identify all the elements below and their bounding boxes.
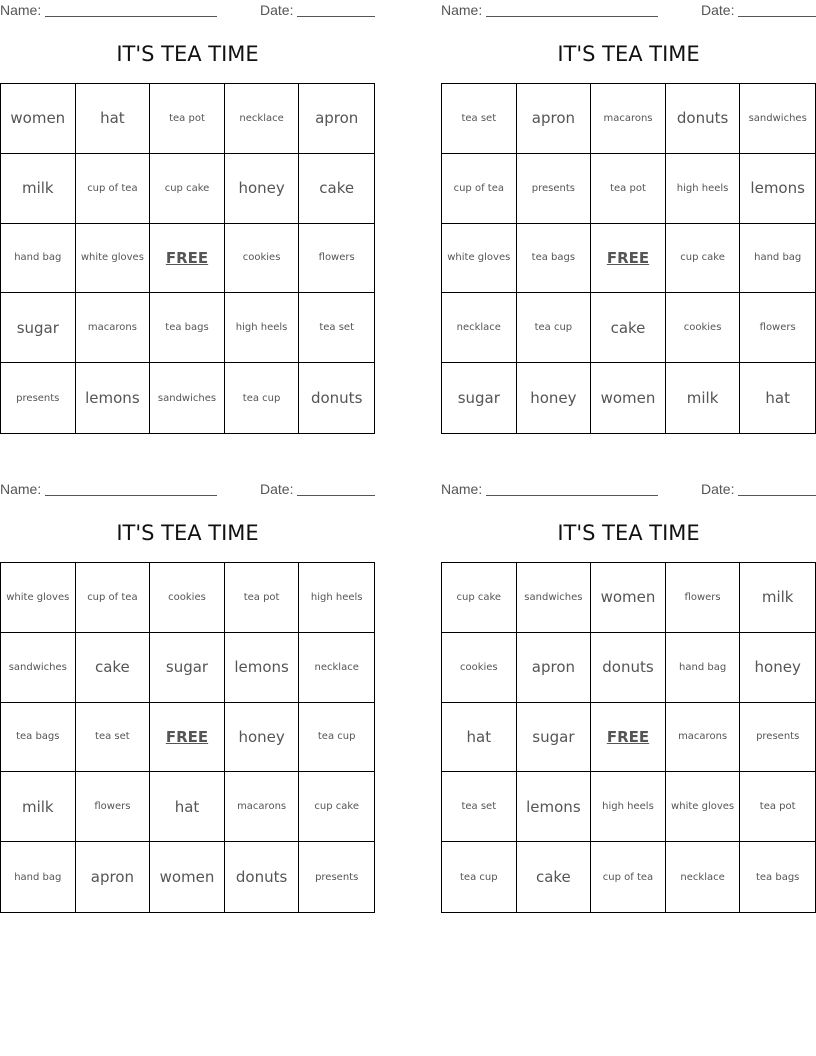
bingo-cell[interactable]: tea pot [591, 154, 666, 224]
bingo-cell[interactable]: cup cake [150, 154, 225, 224]
bingo-cell[interactable]: flowers [76, 772, 151, 842]
date-label: Date: [260, 481, 294, 497]
bingo-cell[interactable]: apron [76, 842, 151, 912]
bingo-cell[interactable]: women [591, 563, 666, 633]
bingo-cell[interactable]: white gloves [76, 224, 151, 294]
card-header [441, 479, 816, 499]
bingo-cell[interactable]: lemons [740, 154, 815, 224]
bingo-cell[interactable]: tea bags [517, 224, 592, 294]
free-space-cell[interactable]: FREE [150, 703, 225, 773]
bingo-cell[interactable]: hand bag [1, 224, 76, 294]
bingo-card-3 [0, 479, 375, 919]
name-label: Name: [441, 481, 483, 497]
bingo-cell[interactable]: cup of tea [591, 842, 666, 912]
free-space-cell[interactable]: FREE [591, 224, 666, 294]
bingo-cell[interactable]: cake [591, 293, 666, 363]
bingo-cell[interactable]: tea pot [225, 563, 300, 633]
bingo-cell[interactable]: hat [442, 703, 517, 773]
bingo-cell[interactable]: milk [666, 363, 741, 433]
bingo-cell[interactable]: sandwiches [740, 84, 815, 154]
bingo-cell[interactable]: cake [299, 154, 374, 224]
bingo-cell[interactable]: macarons [225, 772, 300, 842]
bingo-cell[interactable]: white gloves [1, 563, 76, 633]
bingo-cell[interactable]: flowers [299, 224, 374, 294]
bingo-cell[interactable]: milk [740, 563, 815, 633]
bingo-card-4 [441, 479, 816, 919]
bingo-cell[interactable]: necklace [442, 293, 517, 363]
bingo-cell[interactable]: hat [150, 772, 225, 842]
bingo-cell[interactable]: high heels [225, 293, 300, 363]
card-title: IT'S TEA TIME [557, 521, 700, 545]
bingo-cell[interactable]: hat [765, 389, 790, 408]
bingo-cell[interactable]: sugar [517, 703, 592, 773]
bingo-cell[interactable]: lemons [76, 363, 151, 433]
bingo-cell[interactable]: donuts [666, 84, 741, 154]
name-label: Name: [0, 481, 42, 497]
bingo-cell[interactable]: lemons [225, 633, 300, 703]
card-title: IT'S TEA TIME [116, 521, 259, 545]
bingo-cell[interactable]: tea bags [755, 871, 800, 883]
bingo-cell[interactable]: flowers [740, 293, 815, 363]
bingo-cell[interactable]: hand bag [666, 633, 741, 703]
date-field-line[interactable] [297, 495, 375, 496]
bingo-cell[interactable]: lemons [517, 772, 592, 842]
bingo-cell[interactable]: women [150, 842, 225, 912]
bingo-cell[interactable]: presents [315, 871, 359, 883]
bingo-cell[interactable]: hat [76, 84, 151, 154]
bingo-cell[interactable]: sugar [1, 293, 76, 363]
bingo-cell[interactable]: cup of tea [76, 563, 151, 633]
bingo-cell[interactable]: milk [1, 154, 76, 224]
date-field-line[interactable] [738, 495, 816, 496]
bingo-cell[interactable]: honey [225, 154, 300, 224]
name-field-line[interactable] [45, 16, 217, 17]
bingo-cell[interactable]: tea cup [225, 363, 300, 433]
bingo-cell[interactable]: women [1, 84, 76, 154]
bingo-cell[interactable]: hand bag [1, 842, 76, 912]
bingo-cell[interactable]: presents [517, 154, 592, 224]
bingo-cell[interactable]: tea set [76, 703, 151, 773]
bingo-grid [441, 562, 816, 913]
bingo-cell[interactable]: tea bags [150, 293, 225, 363]
bingo-cell[interactable]: high heels [666, 154, 741, 224]
card-header [0, 0, 375, 20]
bingo-cell[interactable]: cookies [225, 224, 300, 294]
card-title: IT'S TEA TIME [116, 42, 259, 66]
name-label: Name: [441, 2, 483, 18]
bingo-cell[interactable]: tea cup [299, 703, 374, 773]
free-space-cell[interactable]: FREE [591, 703, 666, 773]
date-field-line[interactable] [738, 16, 816, 17]
date-label: Date: [701, 481, 735, 497]
bingo-grid [0, 562, 375, 913]
bingo-grid [0, 83, 375, 434]
bingo-cell[interactable]: apron [517, 633, 592, 703]
bingo-cell[interactable]: tea set [442, 84, 517, 154]
bingo-cell[interactable]: tea set [299, 293, 374, 363]
bingo-cell[interactable]: honey [225, 703, 300, 773]
free-space-cell[interactable]: FREE [150, 224, 225, 294]
bingo-cell[interactable]: apron [517, 84, 592, 154]
bingo-cell[interactable]: donuts [591, 633, 666, 703]
bingo-card-1 [0, 0, 375, 440]
bingo-cell[interactable]: cake [76, 633, 151, 703]
bingo-cell[interactable]: tea pot [740, 772, 815, 842]
bingo-cell[interactable]: sandwiches [150, 363, 225, 433]
name-label: Name: [0, 2, 42, 18]
bingo-cell[interactable]: hand bag [740, 224, 815, 294]
bingo-cell[interactable]: women [591, 363, 666, 433]
bingo-cell[interactable]: tea pot [150, 84, 225, 154]
bingo-cell[interactable]: white gloves [442, 224, 517, 294]
bingo-cell[interactable]: donuts [310, 389, 363, 408]
bingo-cell[interactable]: tea cup [517, 293, 592, 363]
date-label: Date: [260, 2, 294, 18]
bingo-cell[interactable]: cup of tea [442, 154, 517, 224]
name-field-line[interactable] [45, 495, 217, 496]
bingo-cell[interactable]: necklace [666, 842, 741, 912]
bingo-cell[interactable]: necklace [225, 84, 300, 154]
bingo-cell[interactable]: cookies [442, 633, 517, 703]
bingo-cell[interactable]: high heels [299, 563, 374, 633]
bingo-cell[interactable]: high heels [591, 772, 666, 842]
bingo-grid [441, 83, 816, 434]
bingo-cell[interactable]: cup cake [666, 224, 741, 294]
bingo-cell[interactable]: flowers [666, 563, 741, 633]
name-field-line[interactable] [486, 16, 658, 17]
bingo-cell[interactable]: sugar [150, 633, 225, 703]
bingo-cell[interactable]: macarons [666, 703, 741, 773]
bingo-cell[interactable]: white gloves [666, 772, 741, 842]
bingo-cell[interactable]: honey [517, 363, 592, 433]
date-field-line[interactable] [297, 16, 375, 17]
card-header [441, 0, 816, 20]
bingo-cell[interactable]: apron [299, 84, 374, 154]
bingo-cell[interactable]: cookies [666, 293, 741, 363]
bingo-cell[interactable]: necklace [299, 633, 374, 703]
card-header [0, 479, 375, 499]
bingo-cell[interactable]: sandwiches [517, 563, 592, 633]
bingo-cell[interactable]: cup of tea [76, 154, 151, 224]
bingo-cell[interactable]: tea cup [442, 842, 517, 912]
bingo-cell[interactable]: cup cake [442, 563, 517, 633]
bingo-cell[interactable]: macarons [591, 84, 666, 154]
bingo-cell[interactable]: cake [517, 842, 592, 912]
bingo-cell[interactable]: sandwiches [1, 633, 76, 703]
bingo-cell[interactable]: macarons [76, 293, 151, 363]
bingo-cell[interactable]: cup cake [299, 772, 374, 842]
bingo-cell[interactable]: donuts [225, 842, 300, 912]
bingo-cell[interactable]: tea set [442, 772, 517, 842]
date-label: Date: [701, 2, 735, 18]
name-field-line[interactable] [486, 495, 658, 496]
bingo-cell[interactable]: tea bags [1, 703, 76, 773]
card-title: IT'S TEA TIME [557, 42, 700, 66]
bingo-card-2 [441, 0, 816, 440]
bingo-cell[interactable]: cookies [150, 563, 225, 633]
bingo-cell[interactable]: honey [740, 633, 815, 703]
bingo-cell[interactable]: sugar [442, 363, 517, 433]
bingo-cell[interactable]: presents [1, 363, 76, 433]
bingo-cell[interactable]: milk [1, 772, 76, 842]
bingo-cell[interactable]: presents [740, 703, 815, 773]
